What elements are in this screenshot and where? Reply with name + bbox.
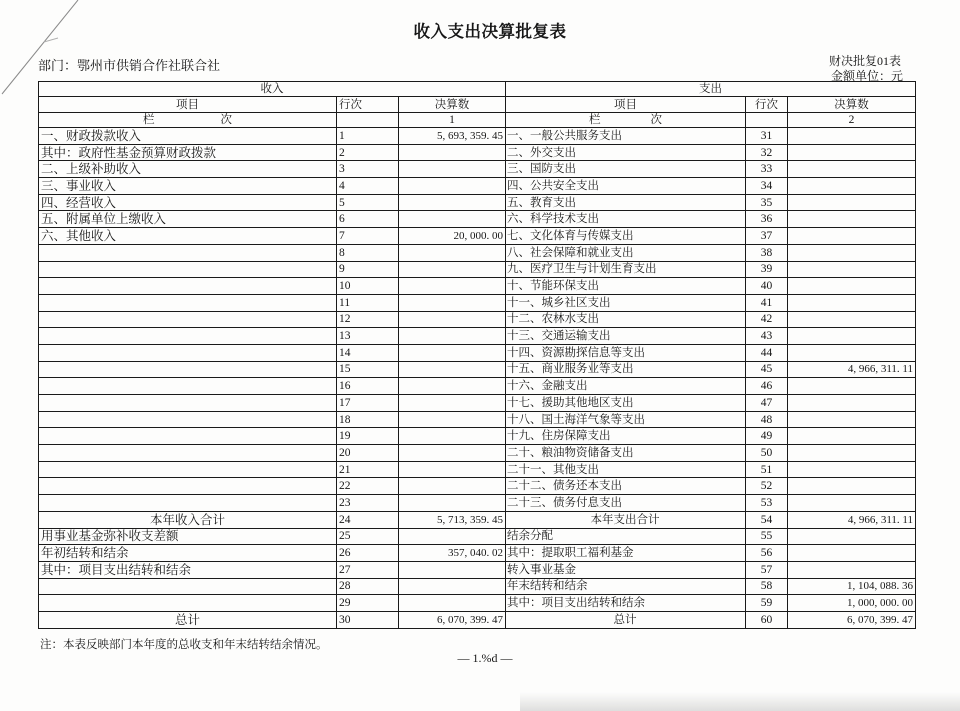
income-amount-cell — [399, 578, 506, 595]
income-line-cell: 17 — [337, 395, 399, 412]
expense-amount-cell — [788, 194, 916, 211]
income-item-header: 项目 — [39, 97, 337, 113]
income-item-cell: 六、其他收入 — [39, 228, 337, 245]
income-line-cell: 20 — [337, 445, 399, 462]
income-column-index-label — [39, 113, 337, 128]
document-title: 收入支出决算批复表 — [413, 22, 567, 41]
income-item-cell: 一、财政拨款收入 — [39, 128, 337, 145]
column-label-first: 栏 — [589, 114, 601, 126]
expense-line-cell: 56 — [746, 545, 788, 562]
income-item-cell — [39, 578, 337, 595]
expense-column-index-label — [506, 113, 746, 128]
expense-amount-cell — [788, 495, 916, 512]
table-row — [39, 194, 916, 211]
table-row — [39, 178, 916, 195]
expense-amount-cell — [788, 161, 916, 178]
income-amount-cell — [399, 161, 506, 178]
expense-amount-cell — [788, 278, 916, 295]
expense-line-cell: 33 — [746, 161, 788, 178]
expense-amount-cell — [788, 178, 916, 195]
income-amount-cell — [399, 395, 506, 412]
table-body — [39, 128, 916, 629]
income-amount-cell: 20, 000. 00 — [399, 228, 506, 245]
budget-approval-table — [38, 81, 916, 629]
table-row — [39, 411, 916, 428]
income-line-cell: 1 — [337, 128, 399, 145]
expense-line-cell: 54 — [746, 511, 788, 528]
income-item-cell — [39, 461, 337, 478]
expense-amount-cell — [788, 411, 916, 428]
income-line-cell: 27 — [337, 561, 399, 578]
income-amount-cell — [399, 428, 506, 445]
income-line-cell: 10 — [337, 278, 399, 295]
income-amount-cell — [399, 361, 506, 378]
income-amount-cell — [399, 595, 506, 612]
expense-amount-cell: 4, 966, 311. 11 — [788, 511, 916, 528]
expense-amount-cell — [788, 344, 916, 361]
expense-item-cell: 六、科学技术支出 — [506, 211, 746, 228]
income-line-cell: 16 — [337, 378, 399, 395]
table-row — [39, 561, 916, 578]
expense-item-cell: 五、教育支出 — [506, 194, 746, 211]
income-line-cell: 2 — [337, 144, 399, 161]
income-item-cell — [39, 378, 337, 395]
income-amount-header: 决算数 — [399, 97, 506, 113]
expense-line-cell: 53 — [746, 495, 788, 512]
amount-unit: 金额单位：元 — [831, 69, 904, 83]
table-row — [39, 595, 916, 612]
income-amount-cell — [399, 294, 506, 311]
expense-amount-cell — [788, 211, 916, 228]
income-item-cell: 其中：政府性基金预算财政拨款 — [39, 144, 337, 161]
income-item-cell — [39, 361, 337, 378]
income-item-cell — [39, 244, 337, 261]
expense-item-cell: 本年支出合计 — [506, 511, 746, 528]
expense-amount-cell — [788, 478, 916, 495]
expense-line-cell: 35 — [746, 194, 788, 211]
expense-item-cell: 十、节能环保支出 — [506, 278, 746, 295]
expense-item-cell: 十三、交通运输支出 — [506, 328, 746, 345]
table-row — [39, 144, 916, 161]
expense-item-cell: 二十一、其他支出 — [506, 461, 746, 478]
expense-item-cell: 十八、国土海洋气象等支出 — [506, 411, 746, 428]
income-item-cell — [39, 278, 337, 295]
income-item-cell — [39, 395, 337, 412]
expense-line-cell: 58 — [746, 578, 788, 595]
income-amount-cell — [399, 411, 506, 428]
income-item-cell — [39, 411, 337, 428]
income-item-cell — [39, 595, 337, 612]
column-label-second: 次 — [220, 114, 232, 126]
income-item-cell — [39, 294, 337, 311]
income-amount-cell — [399, 328, 506, 345]
table-row — [39, 445, 916, 462]
table-row — [39, 228, 916, 245]
income-line-cell: 12 — [337, 311, 399, 328]
income-column-number: 1 — [399, 113, 506, 128]
expense-amount-cell — [788, 378, 916, 395]
expense-item-cell: 二、外交支出 — [506, 144, 746, 161]
expense-amount-cell: 4, 966, 311. 11 — [788, 361, 916, 378]
income-item-cell — [39, 478, 337, 495]
expense-item-cell: 九、医疗卫生与计划生育支出 — [506, 261, 746, 278]
expense-line-cell: 45 — [746, 361, 788, 378]
table-row — [39, 161, 916, 178]
expense-amount-cell — [788, 144, 916, 161]
expense-amount-cell — [788, 128, 916, 145]
income-amount-cell — [399, 344, 506, 361]
table-row — [39, 261, 916, 278]
table-row — [39, 545, 916, 562]
expense-line-cell: 59 — [746, 595, 788, 612]
expense-line-cell: 32 — [746, 144, 788, 161]
income-line-cell: 26 — [337, 545, 399, 562]
table-row — [39, 528, 916, 545]
form-code: 财决批复01表 — [829, 54, 902, 68]
income-amount-cell — [399, 311, 506, 328]
expense-item-cell: 二十三、债务付息支出 — [506, 495, 746, 512]
table-row — [39, 294, 916, 311]
income-item-cell: 年初结转和结余 — [39, 545, 337, 562]
table-row — [39, 278, 916, 295]
expense-amount-cell — [788, 294, 916, 311]
expense-line-cell: 40 — [746, 278, 788, 295]
expense-item-cell: 二十、粮油物资储备支出 — [506, 445, 746, 462]
income-item-cell — [39, 311, 337, 328]
expense-amount-cell — [788, 545, 916, 562]
expense-item-cell: 三、国防支出 — [506, 161, 746, 178]
income-line-cell: 29 — [337, 595, 399, 612]
expense-amount-cell — [788, 428, 916, 445]
expense-line-cell: 41 — [746, 294, 788, 311]
table-row — [39, 328, 916, 345]
income-item-cell — [39, 328, 337, 345]
expense-item-cell: 二十二、债务还本支出 — [506, 478, 746, 495]
table-row — [39, 461, 916, 478]
income-item-cell: 用事业基金弥补收支差额 — [39, 528, 337, 545]
column-index-row — [39, 113, 916, 128]
table-row — [39, 578, 916, 595]
income-item-cell: 其中：项目支出结转和结余 — [39, 561, 337, 578]
table-row — [39, 344, 916, 361]
income-item-cell: 本年收入合计 — [39, 511, 337, 528]
expense-item-header: 项目 — [506, 97, 746, 113]
income-line-cell: 25 — [337, 528, 399, 545]
expense-line-cell: 49 — [746, 428, 788, 445]
expense-amount-cell — [788, 244, 916, 261]
income-line-cell: 6 — [337, 211, 399, 228]
expense-amount-cell — [788, 261, 916, 278]
income-section-header: 收入 — [39, 82, 506, 97]
table-row — [39, 478, 916, 495]
income-line-cell: 8 — [337, 244, 399, 261]
expense-line-cell: 52 — [746, 478, 788, 495]
page-number: — 1.%d — — [457, 651, 513, 665]
section-header-row — [39, 82, 916, 97]
table-row — [39, 495, 916, 512]
income-line-header: 行次 — [337, 97, 399, 113]
expense-line-header: 行次 — [746, 97, 788, 113]
expense-line-cell: 50 — [746, 445, 788, 462]
income-amount-cell — [399, 194, 506, 211]
income-amount-cell — [399, 144, 506, 161]
expense-amount-cell — [788, 395, 916, 412]
expense-item-cell: 其中：提取职工福利基金 — [506, 545, 746, 562]
expense-line-cell: 36 — [746, 211, 788, 228]
expense-amount-cell — [788, 228, 916, 245]
income-amount-cell — [399, 378, 506, 395]
expense-line-cell: 39 — [746, 261, 788, 278]
expense-item-cell: 十二、农林水支出 — [506, 311, 746, 328]
table-row — [39, 311, 916, 328]
expense-line-cell: 38 — [746, 244, 788, 261]
income-amount-cell — [399, 244, 506, 261]
income-item-cell — [39, 344, 337, 361]
expense-line-cell: 48 — [746, 411, 788, 428]
income-amount-cell — [399, 528, 506, 545]
income-item-cell — [39, 445, 337, 462]
table-row — [39, 428, 916, 445]
expense-item-cell: 转入事业基金 — [506, 561, 746, 578]
income-line-cell: 14 — [337, 344, 399, 361]
income-amount-cell — [399, 261, 506, 278]
income-item-cell — [39, 495, 337, 512]
income-line-cell: 30 — [337, 611, 399, 628]
expense-line-cell: 37 — [746, 228, 788, 245]
table-row — [39, 378, 916, 395]
expense-item-cell: 七、文化体育与传媒支出 — [506, 228, 746, 245]
income-item-cell: 二、上级补助收入 — [39, 161, 337, 178]
table-row — [39, 395, 916, 412]
income-amount-cell: 5, 693, 359. 45 — [399, 128, 506, 145]
expense-item-cell: 结余分配 — [506, 528, 746, 545]
expense-amount-header: 决算数 — [788, 97, 916, 113]
expense-line-cell: 55 — [746, 528, 788, 545]
income-line-cell: 9 — [337, 261, 399, 278]
expense-amount-cell: 1, 104, 088. 36 — [788, 578, 916, 595]
expense-item-cell: 四、公共安全支出 — [506, 178, 746, 195]
income-amount-cell — [399, 495, 506, 512]
column-header-row — [39, 97, 916, 113]
income-amount-cell — [399, 178, 506, 195]
expense-item-cell: 八、社会保障和就业支出 — [506, 244, 746, 261]
expense-amount-cell — [788, 445, 916, 462]
column-label-first: 栏 — [143, 114, 155, 126]
income-amount-cell: 5, 713, 359. 45 — [399, 511, 506, 528]
income-line-cell: 19 — [337, 428, 399, 445]
expense-amount-cell — [788, 561, 916, 578]
expense-line-index-cell — [746, 113, 788, 128]
income-amount-cell: 357, 040. 02 — [399, 545, 506, 562]
expense-item-cell: 其中：项目支出结转和结余 — [506, 595, 746, 612]
department-label: 部门：鄂州市供销合作社联合社 — [38, 58, 221, 73]
income-line-cell: 24 — [337, 511, 399, 528]
income-line-cell: 23 — [337, 495, 399, 512]
income-item-cell — [39, 261, 337, 278]
expense-line-cell: 46 — [746, 378, 788, 395]
expense-item-cell: 十四、资源勘探信息等支出 — [506, 344, 746, 361]
expense-section-header: 支出 — [506, 82, 916, 97]
table-row — [39, 211, 916, 228]
income-amount-cell — [399, 278, 506, 295]
income-item-cell: 五、附属单位上缴收入 — [39, 211, 337, 228]
income-amount-cell — [399, 211, 506, 228]
table-row — [39, 511, 916, 528]
table-row — [39, 128, 916, 145]
expense-item-cell: 一、一般公共服务支出 — [506, 128, 746, 145]
expense-amount-cell — [788, 311, 916, 328]
expense-line-cell: 44 — [746, 344, 788, 361]
expense-line-cell: 34 — [746, 178, 788, 195]
income-line-cell: 7 — [337, 228, 399, 245]
expense-item-cell: 总计 — [506, 611, 746, 628]
income-item-cell: 总计 — [39, 611, 337, 628]
income-amount-cell — [399, 478, 506, 495]
column-label-second: 次 — [650, 114, 663, 126]
table-row — [39, 361, 916, 378]
table-row — [39, 244, 916, 261]
table-header — [39, 82, 916, 128]
income-item-cell — [39, 428, 337, 445]
expense-item-cell: 十七、援助其他地区支出 — [506, 395, 746, 412]
income-line-cell: 28 — [337, 578, 399, 595]
income-line-cell: 13 — [337, 328, 399, 345]
income-line-cell: 5 — [337, 194, 399, 211]
expense-item-cell: 十五、商业服务业等支出 — [506, 361, 746, 378]
expense-item-cell: 年末结转和结余 — [506, 578, 746, 595]
income-item-cell: 三、事业收入 — [39, 178, 337, 195]
income-line-cell: 21 — [337, 461, 399, 478]
income-amount-cell: 6, 070, 399. 47 — [399, 611, 506, 628]
expense-amount-cell: 6, 070, 399. 47 — [788, 611, 916, 628]
income-line-index-cell — [337, 113, 399, 128]
expense-item-cell: 十六、金融支出 — [506, 378, 746, 395]
income-line-cell: 22 — [337, 478, 399, 495]
table-row — [39, 611, 916, 628]
income-line-cell: 3 — [337, 161, 399, 178]
footnote: 注：本表反映部门本年度的总收支和年末结转结余情况。 — [40, 639, 328, 651]
expense-line-cell: 47 — [746, 395, 788, 412]
expense-amount-cell — [788, 528, 916, 545]
income-amount-cell — [399, 461, 506, 478]
expense-column-number: 2 — [788, 113, 916, 128]
expense-item-cell: 十一、城乡社区支出 — [506, 294, 746, 311]
expense-line-cell: 31 — [746, 128, 788, 145]
expense-line-cell: 42 — [746, 311, 788, 328]
expense-line-cell: 43 — [746, 328, 788, 345]
income-line-cell: 11 — [337, 294, 399, 311]
income-item-cell: 四、经营收入 — [39, 194, 337, 211]
expense-line-cell: 51 — [746, 461, 788, 478]
income-line-cell: 18 — [337, 411, 399, 428]
income-amount-cell — [399, 561, 506, 578]
income-amount-cell — [399, 445, 506, 462]
expense-line-cell: 60 — [746, 611, 788, 628]
income-line-cell: 15 — [337, 361, 399, 378]
expense-amount-cell: 1, 000, 000. 00 — [788, 595, 916, 612]
expense-line-cell: 57 — [746, 561, 788, 578]
scan-shadow — [520, 692, 960, 711]
expense-item-cell: 十九、住房保障支出 — [506, 428, 746, 445]
expense-amount-cell — [788, 461, 916, 478]
income-line-cell: 4 — [337, 178, 399, 195]
expense-amount-cell — [788, 328, 916, 345]
